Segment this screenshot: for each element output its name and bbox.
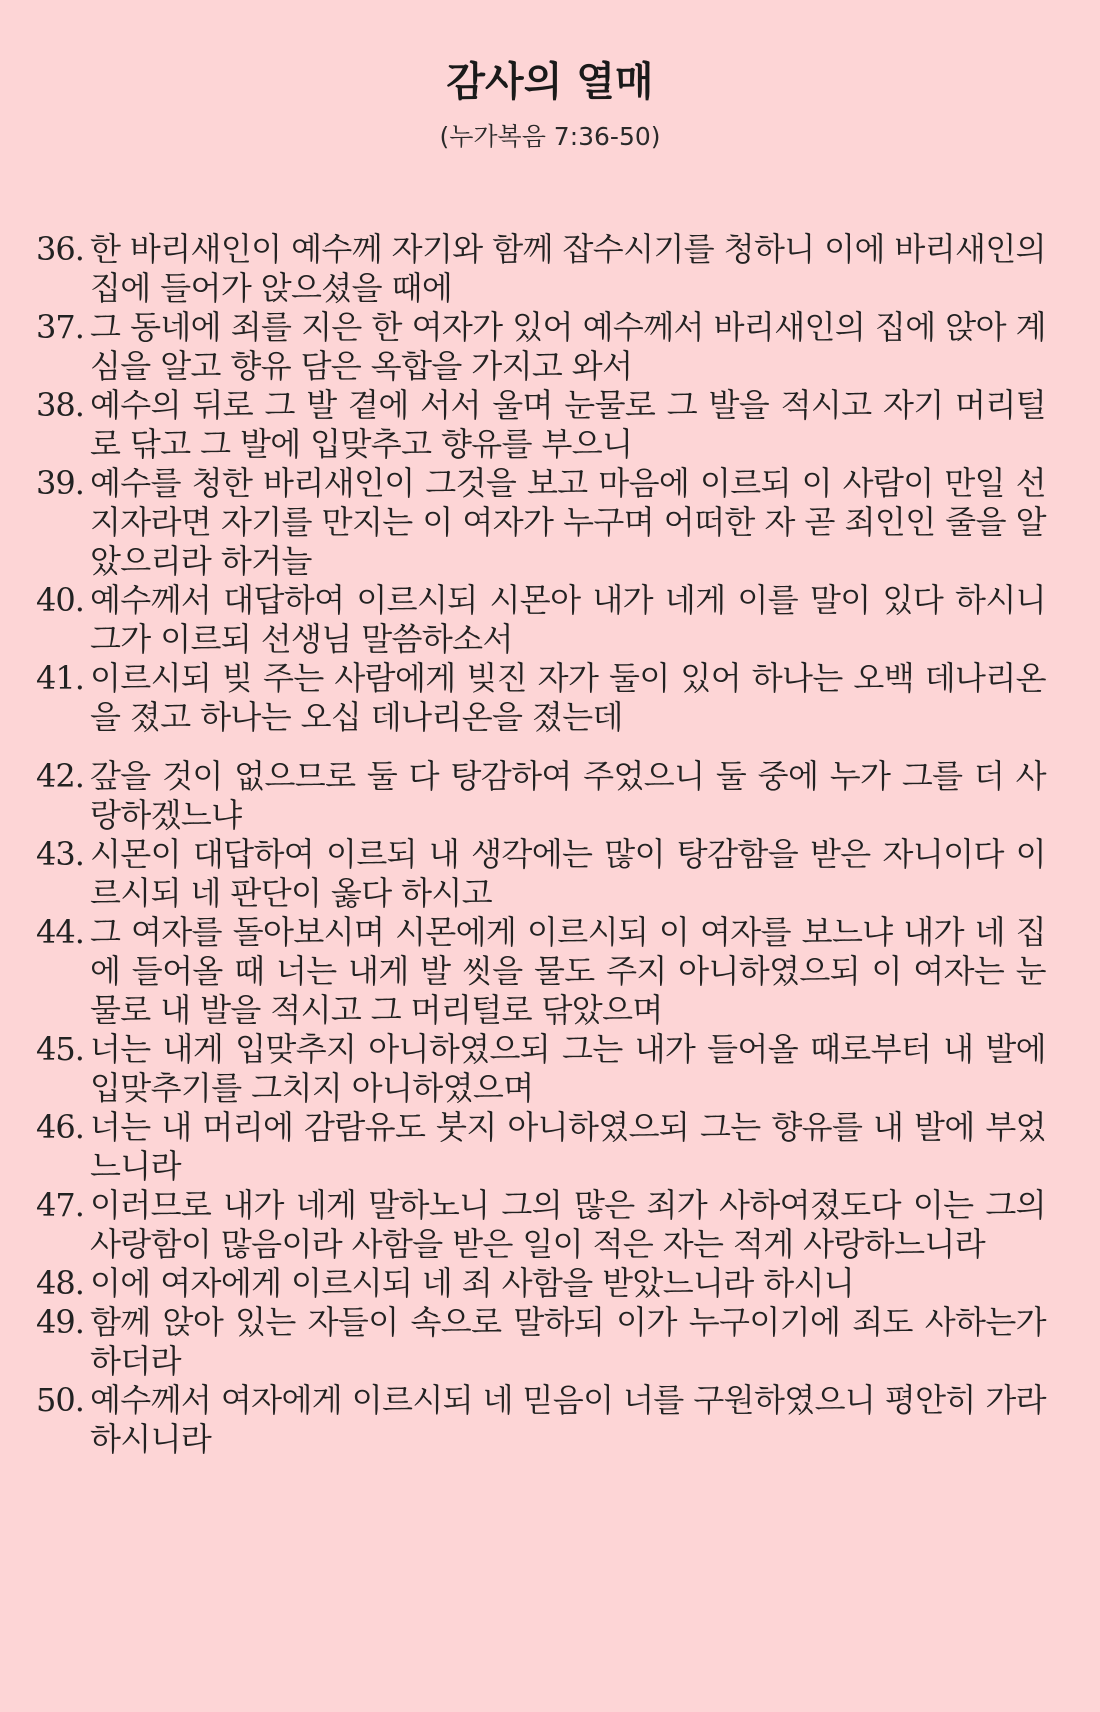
verse-46 — [36, 1108, 1046, 1186]
verse-text: 함께 앉아 있는 자들이 속으로 말하되 이가 누구이기에 죄도 사하는가 하더라 — [90, 1303, 1046, 1380]
verse-text: 예수께서 여자에게 이르시되 네 믿음이 너를 구원하였으니 평안히 가라 하시니라 — [90, 1381, 1046, 1458]
verse-number: 46. — [36, 1108, 84, 1146]
verse-text: 한 바리새인이 예수께 자기와 함께 잡수시기를 청하니 이에 바리새인의 집에 들어가 앉으셨을 때에 — [90, 230, 1046, 307]
verse-text: 너는 내 머리에 감람유도 붓지 아니하였으되 그는 향유를 내 발에 부었느니라 — [90, 1108, 1046, 1185]
verse-38 — [36, 386, 1046, 464]
verse-37 — [36, 308, 1046, 386]
verse-number: 48. — [36, 1264, 84, 1302]
verse-number: 40. — [36, 581, 84, 619]
verse-48 — [36, 1264, 1046, 1303]
verse-41 — [36, 659, 1046, 737]
verse-text: 예수께서 대답하여 이르시되 시몬아 내가 네게 이를 말이 있다 하시니 그가 이르되 선생님 말씀하소서 — [90, 581, 1046, 658]
verse-number: 38. — [36, 386, 84, 424]
verse-text: 이르시되 빚 주는 사람에게 빚진 자가 둘이 있어 하나는 오백 데나리온을 졌고 하나는 오십 데나리온을 졌는데 — [90, 659, 1046, 736]
verse-number: 39. — [36, 464, 84, 502]
verse-36 — [36, 230, 1046, 308]
verse-number: 36. — [36, 230, 84, 268]
verse-text: 이러므로 내가 네게 말하노니 그의 많은 죄가 사하여졌도다 이는 그의 사랑함이 많음이라 사함을 받은 일이 적은 자는 적게 사랑하느니라 — [90, 1186, 1046, 1263]
verse-text: 이에 여자에게 이르시되 네 죄 사함을 받았느니라 하시니 — [90, 1264, 855, 1302]
verse-44 — [36, 913, 1046, 1030]
verse-number: 44. — [36, 913, 84, 951]
verse-number: 43. — [36, 835, 84, 873]
verse-text: 너는 내게 입맞추지 아니하였으되 그는 내가 들어올 때로부터 내 발에 입맞추기를 그치지 아니하였으며 — [90, 1030, 1046, 1107]
verse-number: 37. — [36, 308, 84, 346]
verse-42 — [36, 757, 1046, 835]
verse-number: 49. — [36, 1303, 84, 1341]
verse-49 — [36, 1303, 1046, 1381]
verse-43 — [36, 835, 1046, 913]
verse-number: 41. — [36, 659, 84, 697]
verse-number: 50. — [36, 1381, 84, 1419]
page-title: 감사의 열매 — [446, 59, 654, 105]
verse-number: 47. — [36, 1186, 84, 1224]
verse-text: 예수를 청한 바리새인이 그것을 보고 마음에 이르되 이 사람이 만일 선지자라면 자기를 만지는 이 여자가 누구며 어떠한 자 곧 죄인인 줄을 알았으리라 하거늘 — [90, 464, 1046, 580]
verse-text: 예수의 뒤로 그 발 곁에 서서 울며 눈물로 그 발을 적시고 자기 머리털로 닦고 그 발에 입맞추고 향유를 부으니 — [90, 386, 1046, 463]
verse-text: 그 여자를 돌아보시며 시몬에게 이르시되 이 여자를 보느냐 내가 네 집에 들어올 때 너는 내게 발 씻을 물도 주지 아니하였으되 이 여자는 눈물로 내 발을 적시고 그 머리털로 닦았으며 — [90, 913, 1046, 1029]
verse-40 — [36, 581, 1046, 659]
verse-number: 42. — [36, 757, 84, 795]
verse-45 — [36, 1030, 1046, 1108]
verse-text: 갚을 것이 없으므로 둘 다 탕감하여 주었으니 둘 중에 누가 그를 더 사랑하겠느냐 — [90, 757, 1046, 834]
verse-text: 시몬이 대답하여 이르되 내 생각에는 많이 탕감함을 받은 자니이다 이르시되 네 판단이 옳다 하시고 — [90, 835, 1046, 912]
verse-47 — [36, 1186, 1046, 1264]
verse-39 — [36, 464, 1046, 581]
verse-list — [36, 230, 1046, 1459]
verse-number: 45. — [36, 1030, 84, 1068]
verse-50 — [36, 1381, 1046, 1459]
verse-text: 그 동네에 죄를 지은 한 여자가 있어 예수께서 바리새인의 집에 앉아 계심을 알고 향유 담은 옥합을 가지고 와서 — [90, 308, 1046, 385]
scripture-reference: (누가복음 7:36-50) — [439, 122, 661, 151]
